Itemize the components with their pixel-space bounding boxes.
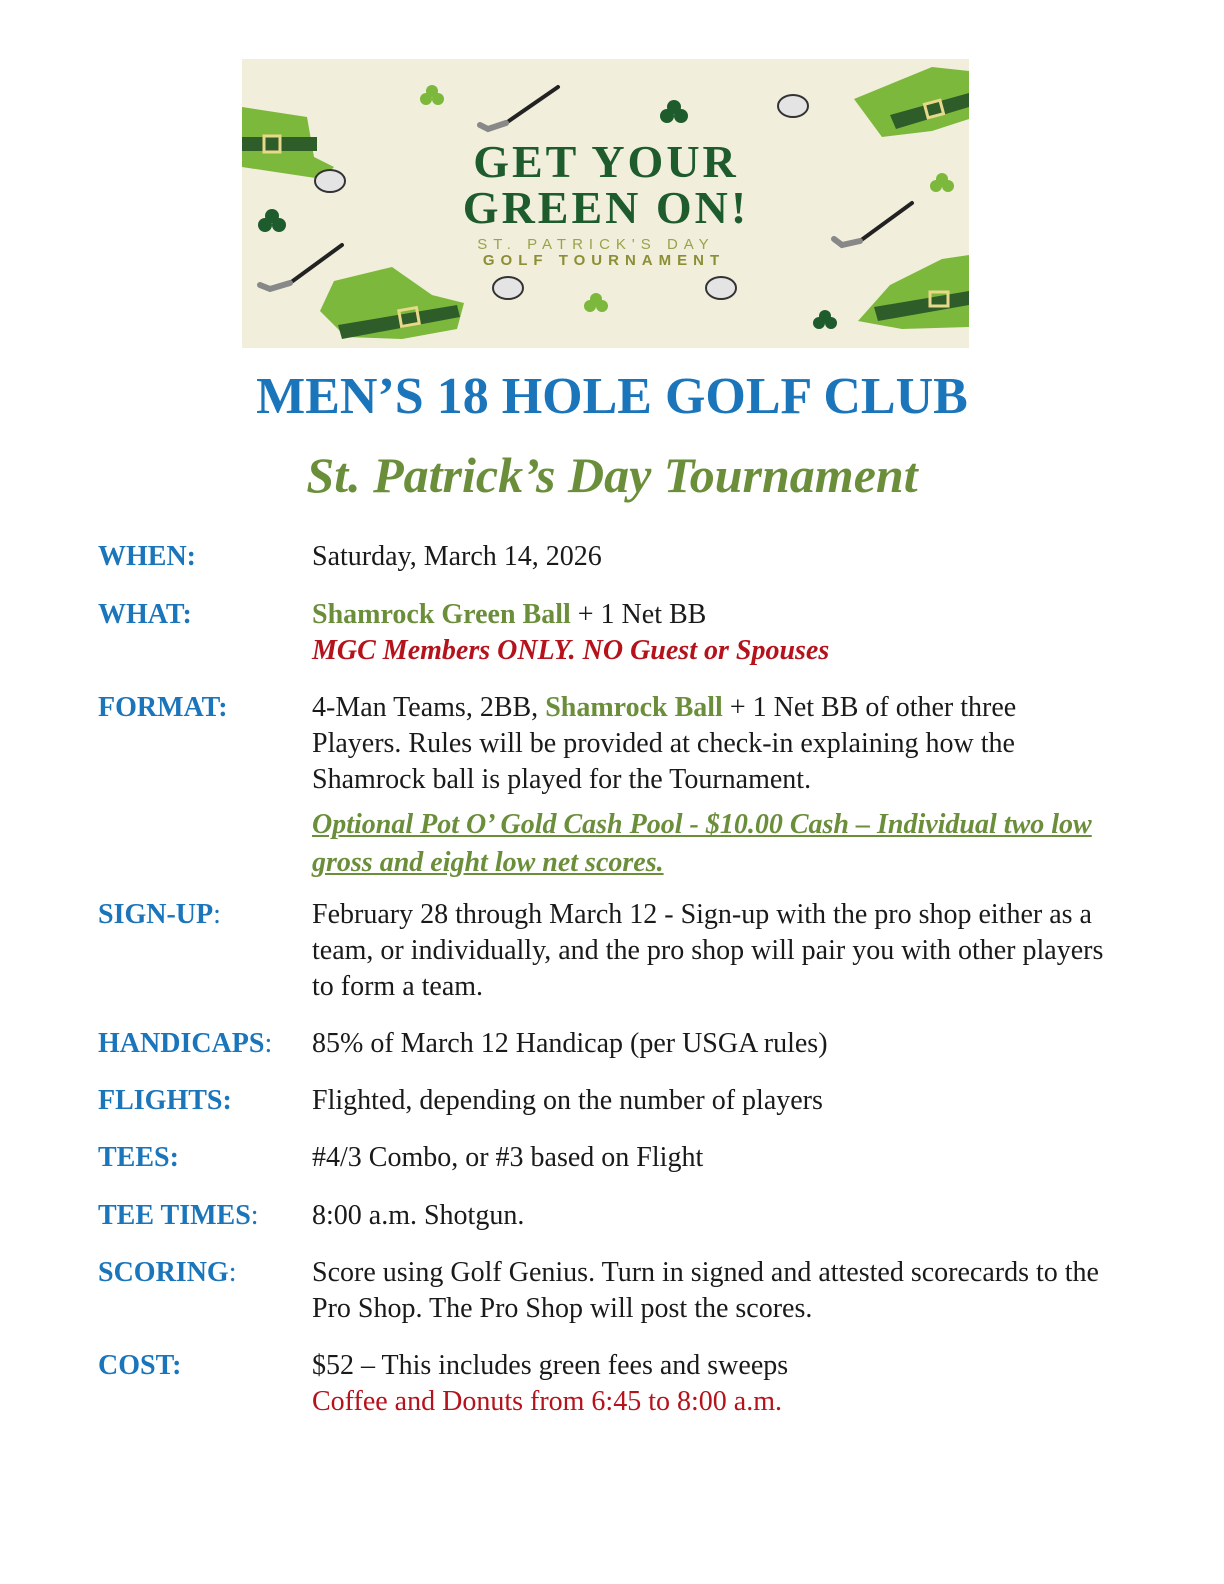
format-post: + 1 Net BB of other three Players. Rules will be provided at check-in explaining how the Shamrock ball is played for the Tournament. (312, 692, 1017, 795)
signup-label: SIGN-UP: (98, 899, 221, 930)
scoring-label: SCORING: (98, 1257, 237, 1288)
coffee-note: Coffee and Donuts from 6:45 to 8:00 a.m. (312, 1386, 782, 1417)
scoring-value: Score using Golf Genius. Turn in signed and attested scorecards to the Pro Shop. The Pro Shop will post the scores. (312, 1257, 1099, 1324)
handicaps-label: HANDICAPS: (98, 1028, 273, 1059)
golf-ball-icon (706, 277, 736, 299)
format-highlight: Shamrock Ball (545, 692, 723, 723)
golf-ball-icon (778, 95, 808, 117)
when-label: WHEN: (98, 541, 196, 572)
signup-value: February 28 through March 12 - Sign-up with the pro shop either as a team, or individually, and the pro shop will pair you with other players to form a team. (312, 899, 1104, 1002)
cost-label: COST: (98, 1350, 182, 1381)
tournament-banner (242, 59, 969, 348)
what-note: MGC Members ONLY. NO Guest or Spouses (312, 635, 830, 666)
tee-times-label: TEE TIMES: (98, 1200, 259, 1231)
format-pre: 4-Man Teams, 2BB, (312, 692, 546, 723)
banner-line-1: GET YOUR (473, 136, 739, 187)
format-label: FORMAT: (98, 692, 228, 723)
what-label: WHAT: (98, 599, 192, 630)
tee-times-value: 8:00 a.m. Shotgun. (312, 1200, 525, 1231)
club-title: MEN’S 18 HOLE GOLF CLUB (256, 368, 968, 425)
what-highlight: Shamrock Green Ball (312, 599, 571, 630)
when-value: Saturday, March 14, 2026 (312, 541, 602, 572)
banner-line-3: ST. PATRICK'S DAY (477, 236, 715, 253)
tees-value: #4/3 Combo, or #3 based on Flight (312, 1142, 704, 1173)
tees-label: TEES: (98, 1142, 179, 1173)
flights-label: FLIGHTS: (98, 1085, 232, 1116)
tournament-title: St. Patrick’s Day Tournament (306, 447, 918, 503)
handicaps-value: 85% of March 12 Handicap (per USGA rules) (312, 1028, 828, 1059)
flights-value: Flighted, depending on the number of players (312, 1085, 823, 1116)
golf-ball-icon (493, 277, 523, 299)
banner-line-4: GOLF TOURNAMENT (482, 252, 726, 269)
cost-value: $52 – This includes green fees and sweeps (312, 1350, 789, 1381)
golf-ball-icon (315, 170, 345, 192)
banner-line-2: GREEN ON! (462, 182, 750, 233)
what-rest: + 1 Net BB (570, 599, 707, 630)
pot-o-gold-pool: Optional Pot O’ Gold Cash Pool - $10.00 Cash – Individual two low gross and eight low net scores. (312, 809, 1092, 878)
